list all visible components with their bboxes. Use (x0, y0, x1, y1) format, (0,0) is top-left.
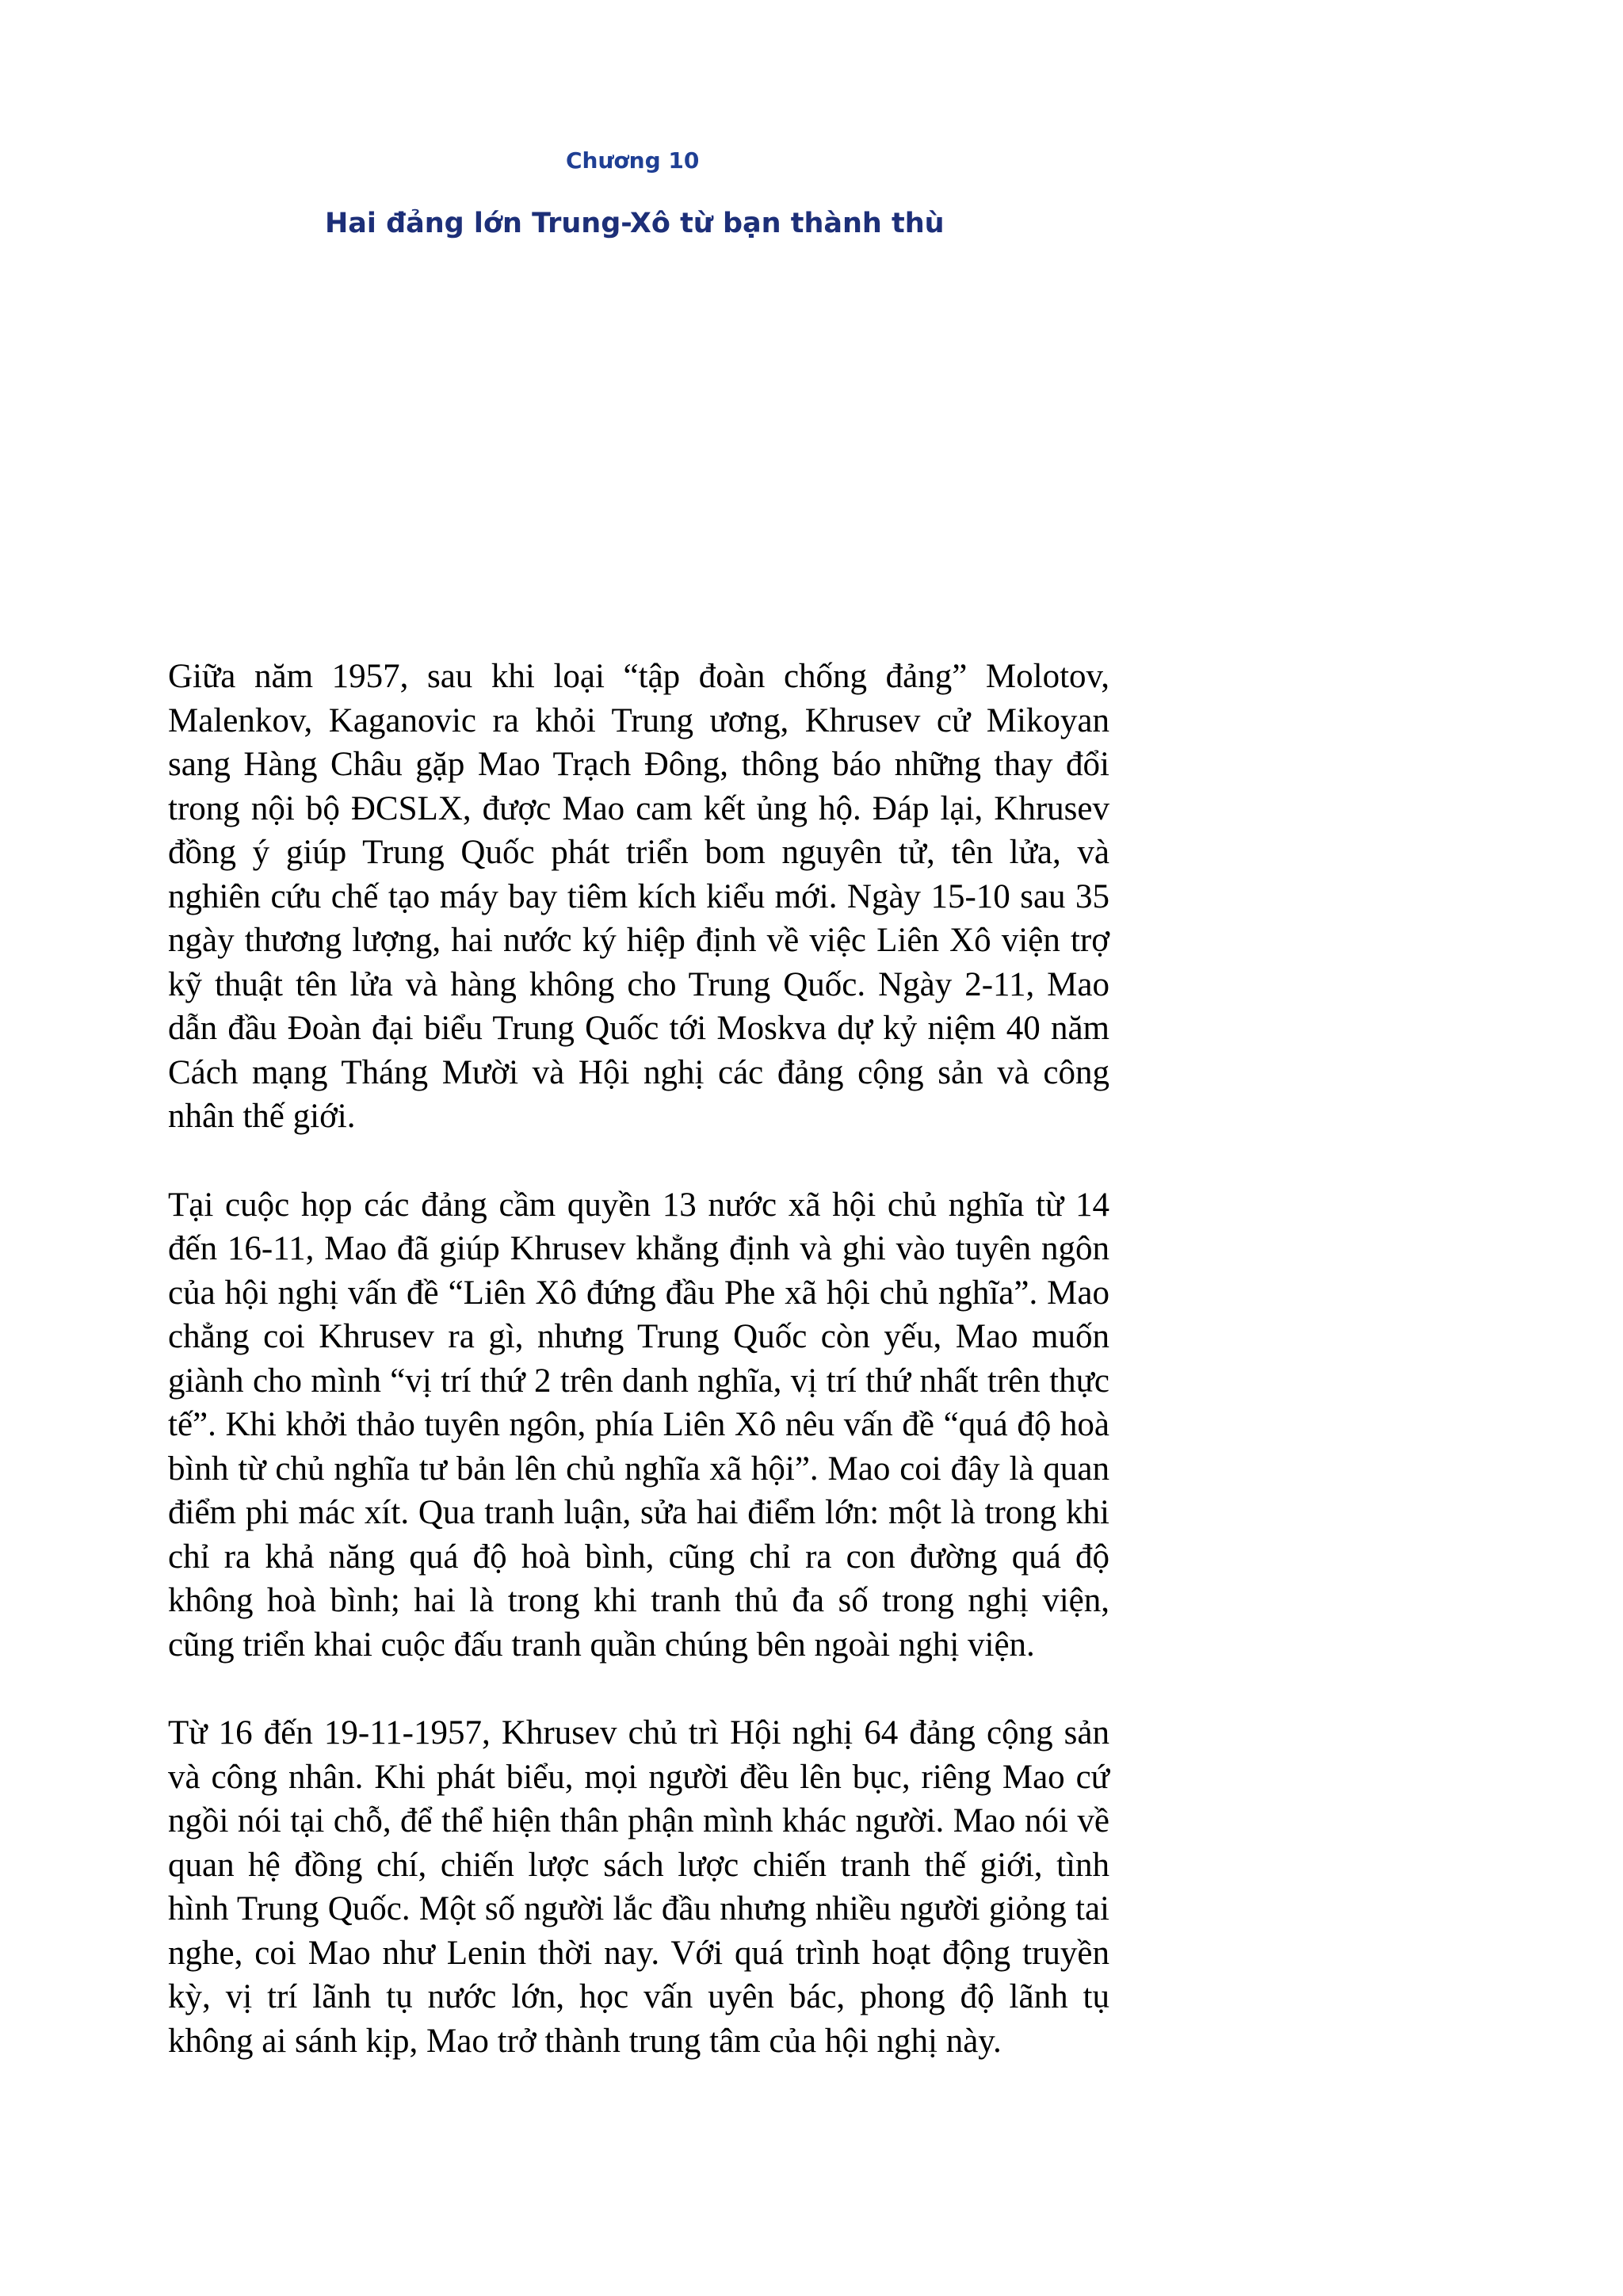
chapter-label: Chương 10 (566, 147, 700, 174)
body-text (168, 655, 1109, 2107)
paragraph: Tại cuộc họp các đảng cầm quyền 13 nước xã hội chủ nghĩa từ 14 đến 16-11, Mao đã giúp Khrusev khẳng định và ghi vào tuyên ngôn của hội nghị vấn đề “Liên Xô đứng đầu Phe xã hội chủ nghĩa”. Mao chẳng coi Khrusev ra gì, nhưng Trung Quốc còn yếu, Mao muốn giành cho mình “vị trí thứ 2 trên danh nghĩa, vị trí thứ nhất trên thực tế”. Khi khởi thảo tuyên ngôn, phía Liên Xô nêu vấn đề “quá độ hoà bình từ chủ nghĩa tư bản lên chủ nghĩa xã hội”. Mao coi đây là quan điểm phi mác xít. Qua tranh luận, sửa hai điểm lớn: một là trong khi chỉ ra khả năng quá độ hoà bình, cũng chỉ ra con đường quá độ không hoà bình; hai là trong khi tranh thủ đa số trong nghị viện, cũng triển khai cuộc đấu tranh quần chúng bên ngoài nghị viện. (168, 1186, 1109, 1664)
paragraph: Từ 16 đến 19-11-1957, Khrusev chủ trì Hội nghị 64 đảng cộng sản và công nhân. Khi phát biểu, mọi người đều lên bục, riêng Mao cứ ngồi nói tại chỗ, để thể hiện thân phận mình khác người. Mao nói về quan hệ đồng chí, chiến lược sách lược chiến tranh thế giới, tình hình Trung Quốc. Một số người lắc đầu nhưng nhiều người giỏng tai nghe, coi Mao như Lenin thời nay. Với quá trình hoạt động truyền kỳ, vị trí lãnh tụ nước lớn, học vấn uyên bác, phong độ lãnh tụ không ai sánh kịp, Mao trở thành trung tâm của hội nghị này. (168, 1714, 1109, 2060)
chapter-title: Hai đảng lớn Trung-Xô từ bạn thành thù (325, 208, 945, 239)
paragraph: Giữa năm 1957, sau khi loại “tập đoàn chống đảng” Molotov, Malenkov, Kaganovic ra khỏi Trung ương, Khrusev cử Mikoyan sang Hàng Châu gặp Mao Trạch Đông, thông báo những thay đổi trong nội bộ ĐCSLX, được Mao cam kết ủng hộ. Đáp lại, Khrusev đồng ý giúp Trung Quốc phát triển bom nguyên tử, tên lửa, và nghiên cứu chế tạo máy bay tiêm kích kiểu mới. Ngày 15-10 sau 35 ngày thương lượng, hai nước ký hiệp định về việc Liên Xô viện trợ kỹ thuật tên lửa và hàng không cho Trung Quốc. Ngày 2-11, Mao dẫn đầu Đoàn đại biểu Trung Quốc tới Moskva dự kỷ niệm 40 năm Cách mạng Tháng Mười và Hội nghị các đảng cộng sản và công nhân thế giới. (168, 658, 1109, 1135)
